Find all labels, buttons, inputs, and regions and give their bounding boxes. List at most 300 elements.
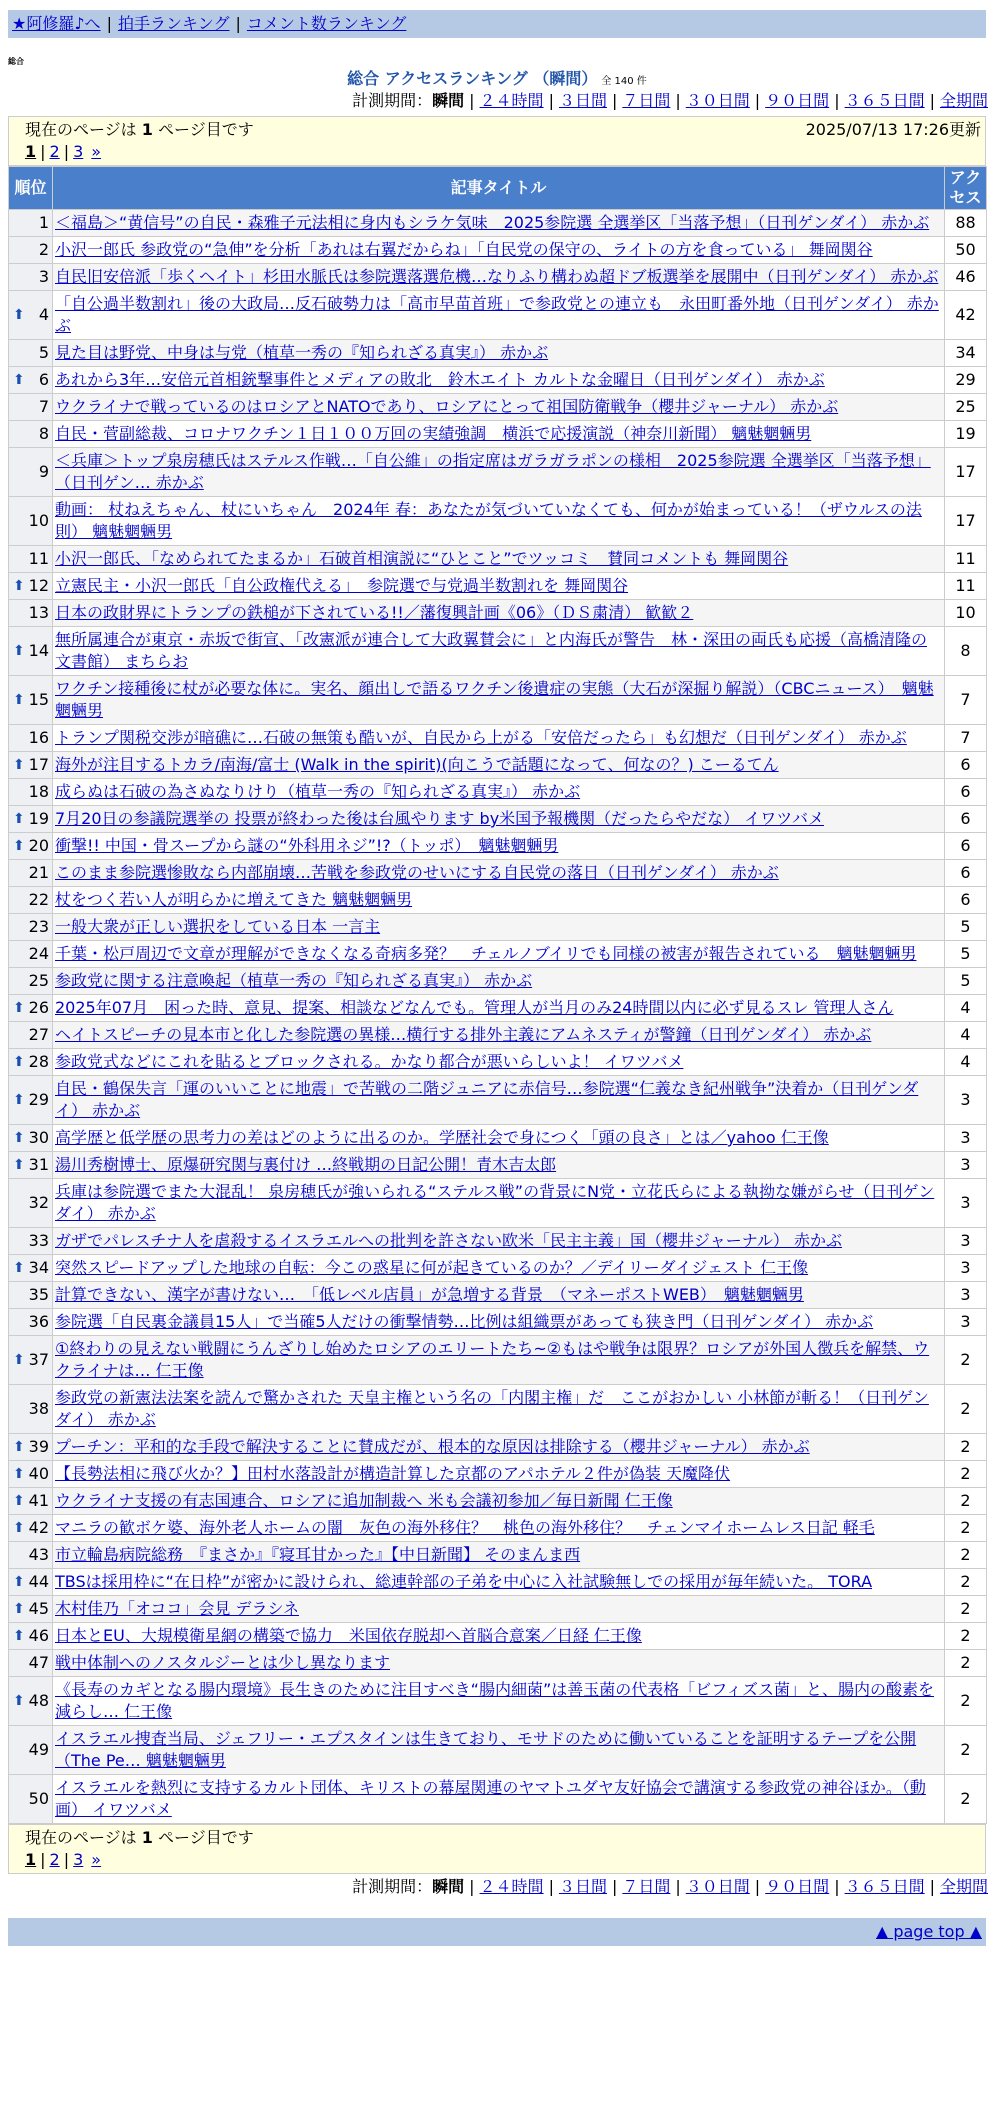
article-link[interactable]: 湯川秀樹博士、原爆研究関与裏付け …終戦期の日記公開！青木吉太郎 xyxy=(55,1155,557,1174)
title-cell xyxy=(53,914,945,941)
rank-cell xyxy=(9,1677,53,1726)
article-link[interactable]: ガザでパレスチナ人を虐殺するイスラエルへの批判を許さない欧米「民主主義」国（櫻井ジャーナル） 赤かぶ xyxy=(55,1231,843,1250)
access-count: 88 xyxy=(945,210,987,237)
article-link[interactable]: 自民旧安倍派「歩くヘイト」杉田水脈氏は参院選落選危機…なりふり構わぬ超ドブ板選挙を展開中（日刊ゲンダイ） 赤かぶ xyxy=(55,267,939,286)
rank-cell xyxy=(9,806,53,833)
access-count: 2 xyxy=(945,1775,987,1824)
article-link[interactable]: マニラの歓ボケ婆、海外老人ホームの闇 灰色の海外移住？ 桃色の海外移住？ チェンマイホームレス日記 軽毛 xyxy=(55,1518,875,1537)
up-arrow-icon: ⬆ xyxy=(13,1520,25,1536)
title-cell xyxy=(53,627,945,676)
period-current: 瞬間 xyxy=(432,91,465,110)
period-link[interactable]: ２４時間 xyxy=(479,91,544,110)
article-link[interactable]: 成らぬは石破の為さぬなりけり（植草一秀の『知られざる真実』） 赤かぶ xyxy=(55,782,581,801)
up-arrow-icon: ⬆ xyxy=(13,811,25,827)
up-arrow-icon: ⬆ xyxy=(13,1352,25,1368)
updated-timestamp: 2025/07/13 17:26更新 xyxy=(805,120,981,139)
table-row xyxy=(9,1461,987,1488)
table-row xyxy=(9,1309,987,1336)
table-row xyxy=(9,752,987,779)
rank-number: 39 xyxy=(28,1437,49,1456)
table-row xyxy=(9,1282,987,1309)
rank-number: 4 xyxy=(38,305,49,324)
access-count: 8 xyxy=(945,627,987,676)
rank-number: 10 xyxy=(28,511,49,530)
rank-cell xyxy=(9,1596,53,1623)
title-cell xyxy=(53,291,945,340)
rank-number: 8 xyxy=(38,424,49,443)
rank-cell xyxy=(9,210,53,237)
comment-ranking-link[interactable]: コメント数ランキング xyxy=(246,14,407,33)
table-row xyxy=(9,1434,987,1461)
table-row xyxy=(9,1076,987,1125)
table-row xyxy=(9,1596,987,1623)
rank-number: 26 xyxy=(28,998,49,1017)
access-count: 2 xyxy=(945,1385,987,1434)
article-link[interactable]: 高学歴と低学歴の思考力の差はどのように出るのか。学歴社会で身につく「頭の良さ」とは／yahoo 仁王像 xyxy=(55,1128,829,1147)
access-count: 3 xyxy=(945,1255,987,1282)
page-title-text: 総合 アクセスランキング （瞬間） xyxy=(347,69,598,88)
rank-number: 22 xyxy=(28,890,49,909)
rank-cell xyxy=(9,1282,53,1309)
rank-number: 16 xyxy=(28,728,49,747)
rank-cell xyxy=(9,968,53,995)
home-link[interactable]: ★阿修羅♪へ xyxy=(12,14,101,33)
title-cell xyxy=(53,1434,945,1461)
title-cell xyxy=(53,1542,945,1569)
pager-link[interactable]: 3 xyxy=(73,142,84,161)
rank-cell xyxy=(9,291,53,340)
table-row xyxy=(9,600,987,627)
rank-number: 25 xyxy=(28,971,49,990)
title-cell xyxy=(53,237,945,264)
rank-cell xyxy=(9,497,53,546)
rank-cell xyxy=(9,1775,53,1824)
article-link[interactable]: 市立輪島病院総務 『まさか』『寝耳甘かった』【中日新聞】 そのまんま西 xyxy=(55,1545,581,1564)
title-cell xyxy=(53,806,945,833)
access-count: 5 xyxy=(945,914,987,941)
pager-bottom: 1 | 2 | 3 » xyxy=(25,1850,102,1869)
rank-cell xyxy=(9,887,53,914)
rank-number: 18 xyxy=(28,782,49,801)
article-link[interactable]: 突然スピードアップした地球の自転：今この惑星に何が起きているのか？／デイリーダイジェスト 仁王像 xyxy=(55,1258,809,1277)
article-link[interactable]: 杖をつく若い人が明らかに増えてきた 魑魅魍魎男 xyxy=(55,890,413,909)
rank-number: 27 xyxy=(28,1025,49,1044)
article-link[interactable]: トランプ関税交渉が暗礁に…石破の無策も酷いが、自民から上がる「安倍だったら」も幻想だ（日刊ゲンダイ） 赤かぶ xyxy=(55,728,907,747)
up-arrow-icon: ⬆ xyxy=(13,1466,25,1482)
up-arrow-icon: ⬆ xyxy=(13,643,25,659)
table-row xyxy=(9,1125,987,1152)
title-cell xyxy=(53,752,945,779)
up-arrow-icon: ⬆ xyxy=(13,1439,25,1455)
up-arrow-icon: ⬆ xyxy=(13,692,25,708)
table-row xyxy=(9,1022,987,1049)
rank-number: 43 xyxy=(28,1545,49,1564)
access-count: 4 xyxy=(945,1022,987,1049)
up-arrow-icon: ⬆ xyxy=(13,1130,25,1146)
title-cell xyxy=(53,725,945,752)
access-count: 17 xyxy=(945,497,987,546)
up-arrow-icon: ⬆ xyxy=(13,1157,25,1173)
page-title xyxy=(0,68,994,90)
table-row xyxy=(9,546,987,573)
title-cell xyxy=(53,1650,945,1677)
rank-number: 42 xyxy=(28,1518,49,1537)
rank-cell xyxy=(9,725,53,752)
period-nav-bottom: 計測期間：瞬間 | ２４時間 | ３日間 | ７日間 | ３０日間 | ９０日間 | ３６５日間 | 全期間 xyxy=(352,1877,988,1896)
access-count: 6 xyxy=(945,752,987,779)
rank-number: 9 xyxy=(38,462,49,481)
table-row xyxy=(9,1488,987,1515)
rank-number: 5 xyxy=(38,343,49,362)
access-count: 17 xyxy=(945,448,987,497)
table-row xyxy=(9,1336,987,1385)
access-count: 46 xyxy=(945,264,987,291)
article-link[interactable]: 参政党式などにこれを貼るとブロックされる。かなり都合が悪いらしいよ！ イワツバメ xyxy=(55,1052,684,1071)
rank-cell xyxy=(9,1434,53,1461)
article-link[interactable]: プーチン：平和的な手段で解決することに賛成だが、根本的な原因は排除する（櫻井ジャーナル） 赤かぶ xyxy=(55,1437,810,1456)
title-cell xyxy=(53,1336,945,1385)
period-link[interactable]: ９０日間 xyxy=(765,1877,830,1896)
rank-cell xyxy=(9,1515,53,1542)
period-link[interactable]: 全期間 xyxy=(939,1877,988,1896)
article-link[interactable]: 参院選「自民裏金議員15人」で当確5人だけの衝撃情勢…比例は組織票があっても狭き門（日刊ゲンダイ） 赤かぶ xyxy=(55,1312,874,1331)
rank-cell xyxy=(9,340,53,367)
title-cell xyxy=(53,573,945,600)
access-count: 42 xyxy=(945,291,987,340)
article-link[interactable]: 計算できない、漢字が書けない… 「低レベル店員」が急増する背景 （マネーポストWEB） 魑魅魍魎男 xyxy=(55,1285,804,1304)
title-cell xyxy=(53,497,945,546)
access-count: 4 xyxy=(945,995,987,1022)
rank-number: 12 xyxy=(28,576,49,595)
title-cell xyxy=(53,1179,945,1228)
article-link[interactable]: 《長寿のカギとなる腸内環境》長生きのために注目すべき“腸内細菌”は善玉菌の代表格「ビフィズス菌」と、腸内の酸素を減らし… 仁王像 xyxy=(55,1680,934,1721)
rank-number: 20 xyxy=(28,836,49,855)
table-row xyxy=(9,421,987,448)
access-count: 6 xyxy=(945,860,987,887)
article-link[interactable]: イスラエル捜査当局、ジェフリー・エプスタインは生きており、モサドのために働いていることを証明するテープを公開（The Pe… 魑魅魍魎男 xyxy=(55,1729,917,1770)
up-arrow-icon: ⬆ xyxy=(13,1260,25,1276)
period-link[interactable]: 全期間 xyxy=(939,91,988,110)
period-label: 計測期間： xyxy=(352,1877,433,1896)
rank-cell xyxy=(9,1022,53,1049)
col-rank-header: 順位 xyxy=(9,167,53,210)
up-arrow-icon: ⬆ xyxy=(13,578,25,594)
article-link[interactable]: 日本とEU、大規模衛星網の構築で協力 米国依存脱却へ首脳合意案／日経 仁王像 xyxy=(55,1626,642,1645)
rank-cell xyxy=(9,1569,53,1596)
table-row xyxy=(9,367,987,394)
table-row xyxy=(9,1726,987,1775)
up-arrow-icon: ⬆ xyxy=(13,1628,25,1644)
up-arrow-icon: ⬆ xyxy=(13,1693,25,1709)
table-row xyxy=(9,1255,987,1282)
article-link[interactable]: 日本の政財界にトランプの鉄槌が下されている!!／藩復興計画《06》（ＤＳ粛清） 歓歓２ xyxy=(55,603,694,622)
article-link[interactable]: ①終わりの見えない戦闘にうんざりし始めたロシアのエリートたち~②もはや戦争は限界？ロシアが外国人徴兵を解禁、ウクライナは… 仁王像 xyxy=(55,1339,930,1380)
title-cell xyxy=(53,340,945,367)
title-cell xyxy=(53,1596,945,1623)
title-cell xyxy=(53,1049,945,1076)
rank-number: 36 xyxy=(28,1312,49,1331)
clap-ranking-link[interactable]: 拍手ランキング xyxy=(117,14,230,33)
title-cell xyxy=(53,1309,945,1336)
table-row xyxy=(9,1677,987,1726)
article-link[interactable]: あれから3年…安倍元首相銃撃事件とメディアの敗北 鈴木エイト カルトな金曜日（日刊ゲンダイ） 赤かぶ xyxy=(55,370,825,389)
page-top-link[interactable]: ▲ page top ▲ xyxy=(875,1922,982,1941)
article-link[interactable]: イスラエルを熱烈に支持するカルト団体、キリストの幕屋関連のヤマトユダヤ友好協会で講演する参政党の神谷ほか。（動画） イワツバメ xyxy=(55,1778,926,1819)
rank-cell xyxy=(9,1152,53,1179)
access-count: 2 xyxy=(945,1336,987,1385)
article-link[interactable]: TBSは採用枠に“在日枠”が密かに設けられ、総連幹部の子弟を中心に入社試験無しでの採用が毎年続いた。 TORA xyxy=(55,1572,873,1591)
table-row xyxy=(9,291,987,340)
rank-cell xyxy=(9,1650,53,1677)
title-cell xyxy=(53,833,945,860)
period-link[interactable]: ３日間 xyxy=(558,91,607,110)
current-page-status: 現在のページは 1 ページ目です xyxy=(25,1828,254,1847)
rank-cell xyxy=(9,237,53,264)
title-cell xyxy=(53,1385,945,1434)
article-link[interactable]: 戦中体制へのノスタルジーとは少し異なります xyxy=(55,1653,390,1672)
access-count: 2 xyxy=(945,1488,987,1515)
period-link[interactable]: ３０日間 xyxy=(685,91,750,110)
rank-cell xyxy=(9,1623,53,1650)
article-link[interactable]: 【長勢法相に飛び火か？】田村水落設計が構造計算した京都のアパホテル２件が偽装 天魔降伏 xyxy=(55,1464,731,1483)
article-link[interactable]: 千葉・松戸周辺で文章が理解ができなくなる奇病多発？ チェルノブイリでも同様の被害が報告されている 魑魅魍魎男 xyxy=(55,944,917,963)
article-link[interactable]: 小沢一郎氏 参政党の“急伸”を分析「あれは右翼だからね」「自民党の保守の、ライトの方を食っている」 舞岡関谷 xyxy=(55,240,873,259)
rank-number: 31 xyxy=(28,1155,49,1174)
article-link[interactable]: 参政党の新憲法法案を読んで驚かされた 天皇主権という名の「内閣主権」だ ここがおかしい 小林節が斬る！（日刊ゲンダイ） 赤かぶ xyxy=(55,1388,929,1429)
pager-link[interactable]: 2 xyxy=(49,1850,60,1869)
title-cell xyxy=(53,676,945,725)
title-cell xyxy=(53,421,945,448)
period-link[interactable]: ９０日間 xyxy=(765,91,830,110)
article-link[interactable]: ヘイトスピーチの見本市と化した参院選の異様…横行する排外主義にアムネスティが警鐘（日刊ゲンダイ） 赤かぶ xyxy=(55,1025,872,1044)
table-row xyxy=(9,833,987,860)
rank-number: 15 xyxy=(28,690,49,709)
table-row xyxy=(9,676,987,725)
article-link[interactable]: 無所属連合が東京・赤坂で街宣、「改憲派が連合して大政翼賛会に」と内海氏が警告 林・深田の両氏も応援（高橋清隆の文書館） まちらお xyxy=(55,630,928,671)
article-link[interactable]: このまま参院選惨敗なら内部崩壊…苦戦を参政党のせいにする自民党の落日（日刊ゲンダイ） 赤かぶ xyxy=(55,863,779,882)
rank-number: 11 xyxy=(28,549,49,568)
rank-number: 24 xyxy=(28,944,49,963)
access-count: 6 xyxy=(945,887,987,914)
title-cell xyxy=(53,1726,945,1775)
period-current: 瞬間 xyxy=(432,1877,465,1896)
table-row xyxy=(9,887,987,914)
article-link[interactable]: 海外が注目するトカラ/南海/富士 (Walk in the spirit)(向こうで話題になって、何なの？) こーるてん xyxy=(55,755,779,774)
title-cell xyxy=(53,1022,945,1049)
article-link[interactable]: 兵庫は参院選でまた大混乱！ 泉房穂氏が強いられる“ステルス戦”の背景にN党・立花氏らによる執拗な嫌がらせ（日刊ゲンダイ） 赤かぶ xyxy=(55,1182,935,1223)
table-row xyxy=(9,497,987,546)
article-link[interactable]: ＜兵庫＞トップ泉房穂氏はステルス作戦…「自公維」の指定席はガラガラポンの様相 2025参院選 全選挙区「当落予想」（日刊ゲン… 赤かぶ xyxy=(55,451,931,492)
rank-number: 14 xyxy=(28,641,49,660)
rank-number: 49 xyxy=(28,1740,49,1759)
rank-number: 32 xyxy=(28,1193,49,1212)
article-link[interactable]: 2025年07月 困った時、意見、提案、相談などなんでも。管理人が当月のみ24時間以内に必ず見るスレ 管理人さん xyxy=(55,998,894,1017)
access-count: 6 xyxy=(945,779,987,806)
article-link[interactable]: 立憲民主・小沢一郎氏「自公政権代える」 参院選で与党過半数割れを 舞岡関谷 xyxy=(55,576,629,595)
table-row xyxy=(9,264,987,291)
access-count: 6 xyxy=(945,806,987,833)
article-link[interactable]: 自民・菅副総裁、コロナワクチン１日１００万回の実績強調 横浜で応援演説（神奈川新聞） 魑魅魍魎男 xyxy=(55,424,812,443)
pager-link[interactable]: 2 xyxy=(49,142,60,161)
pager-top: 1 | 2 | 3 » xyxy=(25,142,102,161)
article-link[interactable]: 動画： 杖ねえちゃん、杖にいちゃん 2024年 春：あなたが気づいていなくても、何かが始まっている！（ザウルスの法則） 魑魅魍魎男 xyxy=(55,500,922,541)
pager-current: 1 xyxy=(25,142,37,161)
rank-number: 23 xyxy=(28,917,49,936)
pager-link[interactable]: 3 xyxy=(73,1850,84,1869)
article-link[interactable]: 一般大衆が正しい選択をしている日本 一言主 xyxy=(55,917,381,936)
article-link[interactable]: 衝撃!! 中国・骨スープから謎の“外科用ネジ”!?（トッポ） 魑魅魍魎男 xyxy=(55,836,559,855)
title-cell xyxy=(53,1076,945,1125)
table-row xyxy=(9,210,987,237)
pager-next[interactable]: » xyxy=(91,1850,102,1869)
rank-cell xyxy=(9,367,53,394)
period-link[interactable]: ３日間 xyxy=(558,1877,607,1896)
rank-cell xyxy=(9,676,53,725)
access-count: 3 xyxy=(945,1228,987,1255)
access-count: 19 xyxy=(945,421,987,448)
article-link[interactable]: ワクチン接種後に杖が必要な体に。実名、顔出しで語るワクチン後遺症の実態（大石が深掘り解説）（CBCニュース） 魑魅魍魎男 xyxy=(55,679,934,720)
rank-cell xyxy=(9,421,53,448)
pager-next[interactable]: » xyxy=(91,142,102,161)
title-cell xyxy=(53,394,945,421)
access-count: 29 xyxy=(945,367,987,394)
access-count: 11 xyxy=(945,573,987,600)
table-row xyxy=(9,914,987,941)
title-cell xyxy=(53,210,945,237)
rank-number: 33 xyxy=(28,1231,49,1250)
access-count: 3 xyxy=(945,1125,987,1152)
article-link[interactable]: 「自公過半数割れ」後の大政局…反石破勢力は「高市早苗首班」で参政党との連立も 永田町番外地（日刊ゲンダイ） 赤かぶ xyxy=(55,294,939,335)
rank-number: 7 xyxy=(38,397,49,416)
access-count: 7 xyxy=(945,725,987,752)
table-row xyxy=(9,779,987,806)
access-count: 3 xyxy=(945,1179,987,1228)
access-count: 2 xyxy=(945,1515,987,1542)
rank-cell xyxy=(9,1125,53,1152)
rank-cell xyxy=(9,546,53,573)
rank-number: 48 xyxy=(28,1691,49,1710)
table-row xyxy=(9,1775,987,1824)
access-count: 50 xyxy=(945,237,987,264)
title-cell xyxy=(53,1569,945,1596)
rank-number: 38 xyxy=(28,1399,49,1418)
table-row xyxy=(9,1228,987,1255)
period-link[interactable]: ３０日間 xyxy=(685,1877,750,1896)
rank-number: 19 xyxy=(28,809,49,828)
access-count: 4 xyxy=(945,1049,987,1076)
title-cell xyxy=(53,600,945,627)
title-cell xyxy=(53,546,945,573)
up-arrow-icon: ⬆ xyxy=(13,1054,25,1070)
access-count: 34 xyxy=(945,340,987,367)
rank-cell xyxy=(9,1179,53,1228)
up-arrow-icon: ⬆ xyxy=(13,1092,25,1108)
article-link[interactable]: 7月20日の参議院選挙の 投票が終わった後は台風やります by米国予報機関（だったらやだな） イワツバメ xyxy=(55,809,824,828)
access-count: 3 xyxy=(945,1152,987,1179)
rank-cell xyxy=(9,1726,53,1775)
access-count: 11 xyxy=(945,546,987,573)
table-row xyxy=(9,1623,987,1650)
table-row xyxy=(9,1152,987,1179)
rank-cell xyxy=(9,1385,53,1434)
up-arrow-icon: ⬆ xyxy=(13,372,25,388)
rank-cell xyxy=(9,394,53,421)
rank-number: 13 xyxy=(28,603,49,622)
rank-cell xyxy=(9,1228,53,1255)
rank-number: 37 xyxy=(28,1350,49,1369)
table-row xyxy=(9,806,987,833)
period-link[interactable]: ７日間 xyxy=(622,1877,671,1896)
access-count: 2 xyxy=(945,1650,987,1677)
access-count: 2 xyxy=(945,1542,987,1569)
article-link[interactable]: ウクライナ支援の有志国連合、ロシアに追加制裁へ 米も会議初参加／毎日新聞 仁王像 xyxy=(55,1491,673,1510)
rank-cell xyxy=(9,752,53,779)
access-count: 2 xyxy=(945,1726,987,1775)
title-cell xyxy=(53,1623,945,1650)
access-count: 25 xyxy=(945,394,987,421)
period-link[interactable]: ３６５日間 xyxy=(844,91,925,110)
rank-cell xyxy=(9,1336,53,1385)
period-link[interactable]: ７日間 xyxy=(622,91,671,110)
rank-number: 41 xyxy=(28,1491,49,1510)
table-row xyxy=(9,725,987,752)
rank-number: 6 xyxy=(38,370,49,389)
title-cell xyxy=(53,995,945,1022)
title-cell xyxy=(53,1255,945,1282)
access-count: 3 xyxy=(945,1282,987,1309)
rank-number: 44 xyxy=(28,1572,49,1591)
rank-cell xyxy=(9,941,53,968)
table-row xyxy=(9,340,987,367)
access-count: 2 xyxy=(945,1596,987,1623)
rank-number: 30 xyxy=(28,1128,49,1147)
rank-cell xyxy=(9,600,53,627)
rank-cell xyxy=(9,448,53,497)
article-link[interactable]: 自民・鶴保失言「運のいいことに地震」で苦戦の二階ジュニアに赤信号…参院選“仁義なき紀州戦争”決着か（日刊ゲンダイ） 赤かぶ xyxy=(55,1079,919,1120)
title-cell xyxy=(53,448,945,497)
pager-current: 1 xyxy=(25,1850,37,1869)
table-row xyxy=(9,627,987,676)
table-row xyxy=(9,1179,987,1228)
article-link[interactable]: 木村佳乃「オココ」会見 デラシネ xyxy=(55,1599,299,1618)
title-cell xyxy=(53,887,945,914)
title-cell xyxy=(53,941,945,968)
access-count: 2 xyxy=(945,1461,987,1488)
nav-separator: | xyxy=(106,14,112,33)
article-link[interactable]: 小沢一郎氏、「なめられてたまるか」石破首相演説に“ひとこと”でツッコミ 賛同コメントも 舞岡関谷 xyxy=(55,549,789,568)
up-arrow-icon: ⬆ xyxy=(13,1574,25,1590)
total-count: 全 140 件 xyxy=(601,76,647,87)
table-row xyxy=(9,1515,987,1542)
article-link[interactable]: 見た目は野党、中身は与党（植草一秀の『知られざる真実』） 赤かぶ xyxy=(55,343,549,362)
status-panel-bottom xyxy=(8,1824,986,1874)
rank-number: 28 xyxy=(28,1052,49,1071)
article-link[interactable]: ＜福島＞“黄信号”の自民・森雅子元法相に身内もシラケ気味 2025参院選 全選挙区「当落予想」（日刊ゲンダイ） 赤かぶ xyxy=(55,213,930,232)
rank-number: 2 xyxy=(38,240,49,259)
rank-cell xyxy=(9,779,53,806)
rank-cell xyxy=(9,995,53,1022)
access-count: 2 xyxy=(945,1677,987,1726)
article-link[interactable]: ウクライナで戦っているのはロシアとNATOであり、ロシアにとって祖国防衛戦争（櫻井ジャーナル） 赤かぶ xyxy=(55,397,839,416)
period-nav-top: 計測期間：瞬間 | ２４時間 | ３日間 | ７日間 | ３０日間 | ９０日間 | ３６５日間 | 全期間 xyxy=(352,91,988,110)
category-label: 総合 xyxy=(8,57,24,66)
article-link[interactable]: 参政党に関する注意喚起（植草一秀の『知られざる真実』） 赤かぶ xyxy=(55,971,533,990)
period-link[interactable]: ３６５日間 xyxy=(844,1877,925,1896)
period-link[interactable]: ２４時間 xyxy=(479,1877,544,1896)
rank-cell xyxy=(9,914,53,941)
title-cell xyxy=(53,779,945,806)
rank-number: 45 xyxy=(28,1599,49,1618)
